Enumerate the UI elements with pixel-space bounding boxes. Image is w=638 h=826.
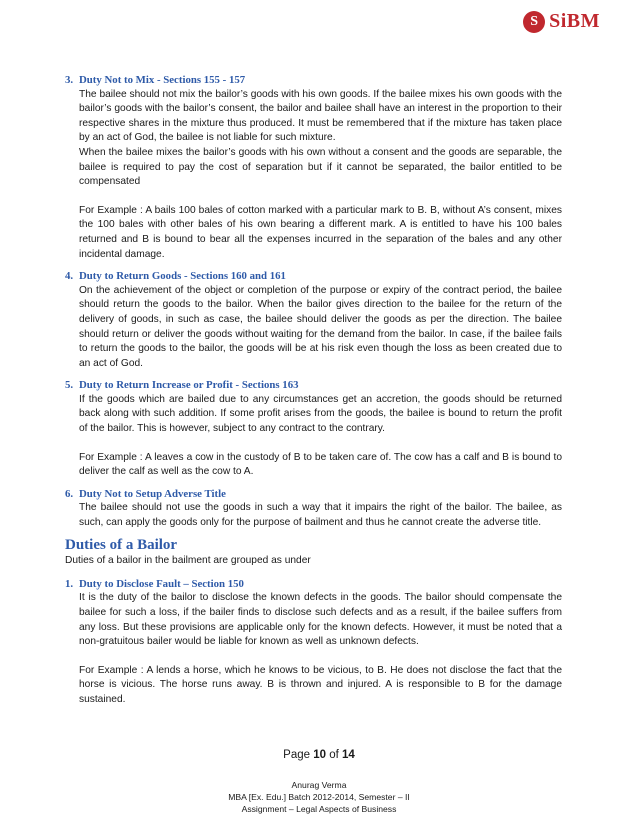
section-duty-to-disclose-fault [65,577,562,708]
section-title: Duty to Return Increase or Profit - Sections 163 [79,379,299,392]
section-duty-not-to-setup-adverse-title [65,487,562,531]
section-number: 5. [65,379,74,392]
footer-program: MBA [Ex. Edu.] Batch 2012-2014, Semester – II [228,792,410,802]
footer-assignment: Assignment – Legal Aspects of Business [241,804,397,814]
section-title: Duty to Return Goods - Sections 160 and 161 [79,270,286,283]
section-number: 6. [65,487,74,500]
intro-paragraph: Duties of a bailor in the bailment are grouped as under [65,555,311,567]
footer-author: Anurag Verma [291,780,347,790]
page-footer [0,779,638,815]
logo-mark: S [523,11,545,33]
paragraph: The bailee should not mix the bailor’s goods with his own goods. If the bailee mixes his own goods with the bailor’s goods with the bailor’s consent, the bailor and bailee shall have an interest in the proportion to their respective shares in the mixture thus produced. It must be remembered that if the mixture has taken place by an act of God, the bailee is not liable for such mixture. [79,88,562,144]
page-total: 14 [342,749,355,761]
example-paragraph: For Example : A leaves a cow in the custody of B to be taken care of. The cow has a calf and B is bound to deliver the calf as well as the cow to A. [79,451,562,478]
paragraph: If the goods which are bailed due to any circumstances get an accretion, the goods should be returned back along with such addition. If some profit arises from the goods, the bailee is bound to return the profit of the bailor. This is however, subject to any contract to the contrary. [79,393,562,435]
section-title: Duty Not to Mix - Sections 155 - 157 [79,74,246,86]
section-duty-to-return-increase [65,378,562,480]
page-current: 10 [313,749,327,761]
section-number: 4. [65,270,74,283]
paragraph: It is the duty of the bailor to disclose the known defects in the goods. The bailor should compensate the bailee for such a loss, if the bailer finds to disclose such defects and as a result, if the bailee suffers from any loss. But these provisions are applicable only for the known defects. However, it must be noted that a non-gratuitous bailer would be liable for known as well as unknown defects. [79,592,562,648]
sibm-logo [523,10,600,33]
section-number: 3. [65,74,74,86]
logo-text: SiBM [549,10,600,32]
section-heading [65,577,562,592]
section-number: 1. [65,577,74,590]
paragraph: When the bailee mixes the bailor’s goods with his own without a consent and the goods are separable, the bailee is required to pay the cost of separation but if it cannot be separated, the bailor entitled to be compensated [79,146,562,188]
section-heading [65,73,562,88]
duties-of-bailor-heading: Duties of a Bailor [65,536,178,553]
example-paragraph: For Example : A lends a horse, which he knows to be vicious, to B. He does not disclose the fact that the horse is vicious. The horse runs away. B is thrown and injured. A is responsible to B for the damage sustained. [79,664,562,705]
paragraph: The bailee should not use the goods in such a way that it impairs the right of the bailor. The bailee, as such, can apply the goods only for the purpose of bailment and thus he cannot create the adverse title. [79,502,562,529]
page-of: of [329,749,339,761]
example-paragraph: For Example : A bails 100 bales of cotton marked with a particular mark to B. B, without A’s consent, mixes the 100 bales with other bales of his own bearing a different mark. A is entitled to have his 100 bales returned and B is bound to bear all the expenses incurred in the separation of the bales and any other incidental damage. [79,204,562,260]
section-heading [65,378,562,393]
section-title: Duty to Disclose Fault – Section 150 [79,577,244,590]
paragraph: On the achievement of the object or completion of the purpose or expiry of the contract period, the bailee should return the goods to the bailor. When the bailor gives direction to the bailee for the return of the delivery of goods, in such as case, the bailee should deliver the goods as per the direction. The bailee should return or deliver the goods without waiting for the demand from the bailor. In case, if the bailee fails to return the goods to the bailor, the goods will be at his risk even though the loss as been created due to an act of God. [79,284,562,369]
section-heading [65,269,562,284]
section-duty-not-to-mix [65,73,562,262]
section-title: Duty Not to Setup Adverse Title [79,487,226,500]
page-label: Page [283,749,311,761]
section-heading [65,487,562,502]
page-number [0,749,638,761]
page-content [65,73,562,715]
section-duty-to-return-goods [65,269,562,371]
